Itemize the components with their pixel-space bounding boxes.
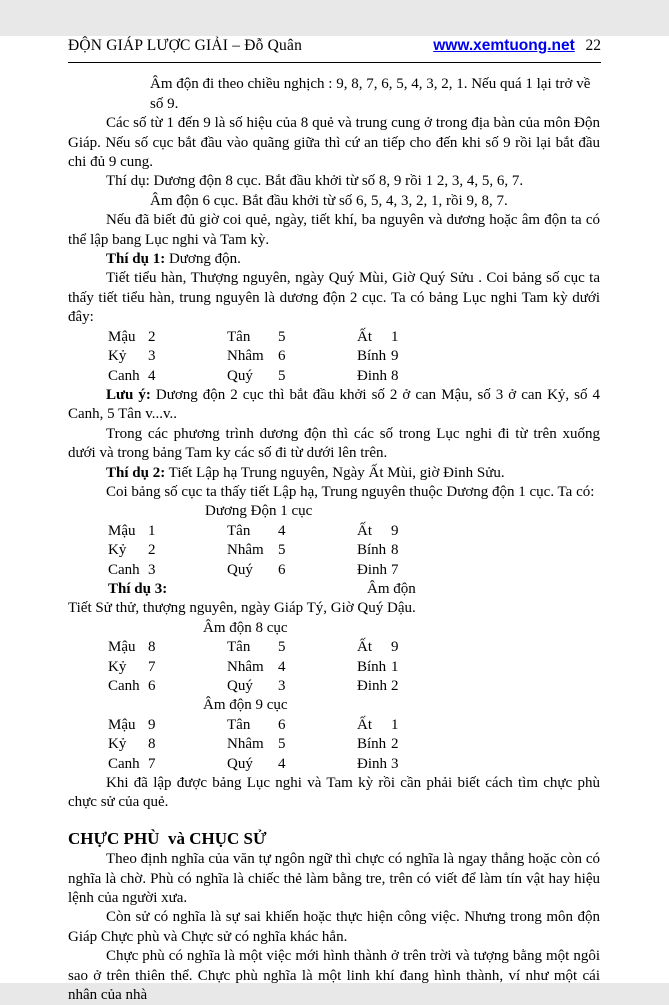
stem-value: 7 (148, 658, 156, 675)
stem-value: 1 (391, 658, 399, 675)
stem-label: Ất (357, 522, 372, 539)
paragraph-thi-du-1 (68, 250, 600, 269)
stem-label: Kỷ (108, 736, 127, 753)
stem-value: 3 (148, 561, 156, 578)
stem-label: Đinh (357, 561, 387, 578)
stem-label: Ất (357, 328, 372, 345)
stem-label: Quý (227, 367, 253, 384)
section-heading-chuc-phu: CHỰC PHÙ và CHỤC SỬ (68, 828, 267, 848)
stem-value: 3 (391, 755, 399, 772)
stem-value: 4 (148, 367, 156, 384)
table-row (68, 658, 600, 677)
thi-du-1-text: Dương độn. (165, 251, 241, 268)
stem-value: 8 (148, 736, 156, 753)
stem-value: 6 (278, 716, 286, 733)
table-duong-don-2-cuc (68, 328, 600, 386)
table-row (68, 638, 600, 657)
paragraph-luu-y (68, 386, 600, 425)
stem-label: Nhâm (227, 658, 264, 675)
table-row (68, 522, 600, 541)
stem-value: 3 (148, 348, 156, 365)
stem-label: Bính (357, 348, 387, 365)
stem-label: Kỷ (108, 348, 127, 365)
caption-am-don-9-cuc: Âm độn 9 cục (203, 697, 288, 714)
thi-du-1-label: Thí dụ 1: (106, 251, 166, 268)
stem-value: 5 (278, 328, 286, 345)
table-row (68, 755, 600, 774)
stem-value: 4 (278, 658, 286, 675)
stem-value: 8 (391, 367, 399, 384)
table-am-don-8-cuc (68, 638, 600, 696)
stem-label: Canh (108, 677, 140, 694)
document-page (0, 36, 669, 1004)
stem-label: Đinh (357, 367, 387, 384)
stem-value: 5 (278, 736, 286, 753)
stem-value: 7 (391, 561, 399, 578)
paragraph-thi-du-3 (68, 580, 600, 599)
paragraph-tiet-tieu-han: Tiết tiểu hàn, Thượng nguyên, ngày Quý Mùi, Giờ Quý Sửu . Coi bảng số cục ta thấy tiết tiểu hàn, trung nguyên là dương độn 2 cục. Ta có bảng Lục nghi Tam kỳ dưới đây: (68, 270, 600, 326)
stem-value: 2 (148, 328, 156, 345)
paragraph-am-don-6-cuc: Âm độn 6 cục. Bắt đầu khởi từ số 6, 5, 4, 3, 2, 1, rồi 9, 8, 7. (150, 192, 508, 209)
stem-label: Đinh (357, 755, 387, 772)
stem-value: 9 (391, 639, 399, 656)
stem-label: Canh (108, 755, 140, 772)
table-duong-don-1-cuc (68, 522, 600, 580)
paragraph-theo-dinh-nghia: Theo định nghĩa của văn tự ngôn ngữ thì chực có nghĩa là ngay thẳng hoặc còn có nghĩa là chờ. Phù có nghĩa là chiếc thẻ làm bằng tre, trên có viết để làm tín vật hay hiệu lệnh của người xưa. (68, 851, 600, 907)
thi-du-3-label: Thí dụ 3: (108, 580, 168, 597)
stem-value: 1 (391, 716, 399, 733)
paragraph-khi-da-lap: Khi đã lập được bảng Lục nghi và Tam kỳ rồi cần phải biết cách tìm chực phù chực sử của quẻ. (68, 775, 600, 811)
page-header (68, 36, 601, 56)
paragraph-thi-du-2 (68, 464, 600, 483)
stem-label: Tân (227, 328, 251, 345)
table-am-don-9-cuc (68, 716, 600, 774)
stem-label: Nhâm (227, 348, 264, 365)
paragraph-con-su: Còn sử có nghĩa là sự sai khiến hoặc thực hiện công việc. Nhưng trong môn độn Giáp Chực phù và Chực sử có nghĩa khác hẳn. (68, 909, 600, 945)
stem-value: 1 (391, 328, 399, 345)
stem-value: 6 (148, 677, 156, 694)
stem-value: 5 (278, 639, 286, 656)
table-row (68, 367, 600, 386)
stem-value: 5 (278, 367, 286, 384)
header-right (433, 36, 601, 56)
stem-value: 8 (148, 639, 156, 656)
stem-value: 4 (278, 755, 286, 772)
stem-label: Ất (357, 639, 372, 656)
stem-label: Quý (227, 677, 253, 694)
paragraph-am-don-nghich: Âm độn đi theo chiều nghịch : 9, 8, 7, 6, 5, 4, 3, 2, 1. Nếu quá 1 lại trở về số 9. (150, 76, 591, 112)
paragraph-tiet-su-thu: Tiết Sử thử, thượng nguyên, ngày Giáp Tý, Giờ Quý Dậu. (68, 600, 416, 617)
thi-du-3-am-don: Âm độn (367, 580, 416, 597)
stem-label: Đinh (357, 677, 387, 694)
thi-du-2-text: Tiết Lập hạ Trung nguyên, Ngày Ất Mùi, giờ Đinh Sửu. (165, 464, 505, 481)
thi-du-2-label: Thí dụ 2: (106, 464, 166, 481)
stem-label: Kỷ (108, 542, 127, 559)
stem-value: 4 (278, 522, 286, 539)
paragraph-trong-cac: Trong các phương trình dương độn thì các số trong Lục nghi đi từ trên xuống dưới và trong bảng Tam ky các số đi từ dưới lên trên. (68, 425, 600, 462)
table-row (68, 541, 600, 560)
stem-value: 1 (148, 522, 156, 539)
stem-value: 9 (148, 716, 156, 733)
stem-label: Canh (108, 561, 140, 578)
table-row (68, 561, 600, 580)
stem-label: Quý (227, 755, 253, 772)
stem-value: 2 (148, 542, 156, 559)
stem-label: Kỷ (108, 658, 127, 675)
stem-label: Bính (357, 736, 387, 753)
stem-label: Nhâm (227, 542, 264, 559)
stem-label: Bính (357, 658, 387, 675)
stem-value: 8 (391, 542, 399, 559)
stem-value: 7 (148, 755, 156, 772)
stem-label: Ất (357, 716, 372, 733)
header-divider (68, 62, 601, 63)
luu-y-text: Dương độn 2 cục thì bắt đầu khởi số 2 ở can Mậu, số 3 ở can Kỷ, số 4 Canh, 5 Tân v...v.. (68, 386, 601, 423)
table-row (68, 735, 600, 754)
table-row (68, 328, 600, 347)
caption-am-don-8-cuc: Âm độn 8 cục (203, 619, 288, 636)
stem-label: Canh (108, 367, 140, 384)
paragraph-thi-du-duong-don-8: Thí dụ: Dương độn 8 cục. Bắt đầu khởi từ số 8, 9 rồi 1 2, 3, 4, 5, 6, 7. (106, 173, 524, 190)
table-row (68, 677, 600, 696)
stem-label: Tân (227, 522, 251, 539)
stem-value: 2 (391, 736, 399, 753)
paragraph-chuc-phu-nghia: Chực phù có nghĩa là một việc mới hình thành ở trên trời và tượng bằng một ngôi sao ở trên thiên thể. Chực phù nghĩa là một linh khí đang hình thành, ví như một cái nhân của nhà (68, 948, 600, 1004)
paragraph-neu-da-biet: Nếu đã biết đủ giờ coi quẻ, ngày, tiết khí, ba nguyên và dương hoặc âm độn ta có thể lập bang Lục nghi và Tam kỳ. (68, 212, 600, 248)
stem-value: 9 (391, 522, 399, 539)
stem-label: Mậu (108, 716, 136, 733)
website-link[interactable]: www.xemtuong.net (433, 37, 575, 54)
stem-value: 6 (278, 348, 286, 365)
stem-label: Bính (357, 542, 387, 559)
stem-label: Tân (227, 639, 251, 656)
stem-value: 9 (391, 348, 399, 365)
paragraph-cac-so: Các số từ 1 đến 9 là số hiệu của 8 quẻ và trung cung ở trong địa bàn của môn Độn Giáp. Nếu số cục bắt đầu vào quãng giữa thì cứ an tiếp cho đến khi số 9 rồi lại bắt đầu chi đủ 9 cung. (68, 115, 600, 171)
stem-value: 2 (391, 677, 399, 694)
stem-label: Quý (227, 561, 253, 578)
stem-value: 6 (278, 561, 286, 578)
stem-value: 3 (278, 677, 286, 694)
paragraph-coi-bang: Coi bảng số cục ta thấy tiết Lập hạ, Trung nguyên thuộc Dương độn 1 cục. Ta có: (106, 483, 595, 500)
document-body (68, 75, 600, 1005)
caption-duong-don-1-cuc: Dương Độn 1 cục (205, 503, 313, 520)
table-row (68, 347, 600, 366)
page-number: 22 (585, 37, 601, 54)
stem-label: Mậu (108, 328, 136, 345)
stem-label: Nhâm (227, 736, 264, 753)
stem-label: Mậu (108, 522, 136, 539)
stem-value: 5 (278, 542, 286, 559)
stem-label: Mậu (108, 639, 136, 656)
document-title: ĐỘN GIÁP LƯỢC GIẢI – Đỗ Quân (68, 37, 303, 54)
luu-y-label: Lưu ý: (106, 386, 151, 403)
stem-label: Tân (227, 716, 251, 733)
table-row (68, 716, 600, 735)
